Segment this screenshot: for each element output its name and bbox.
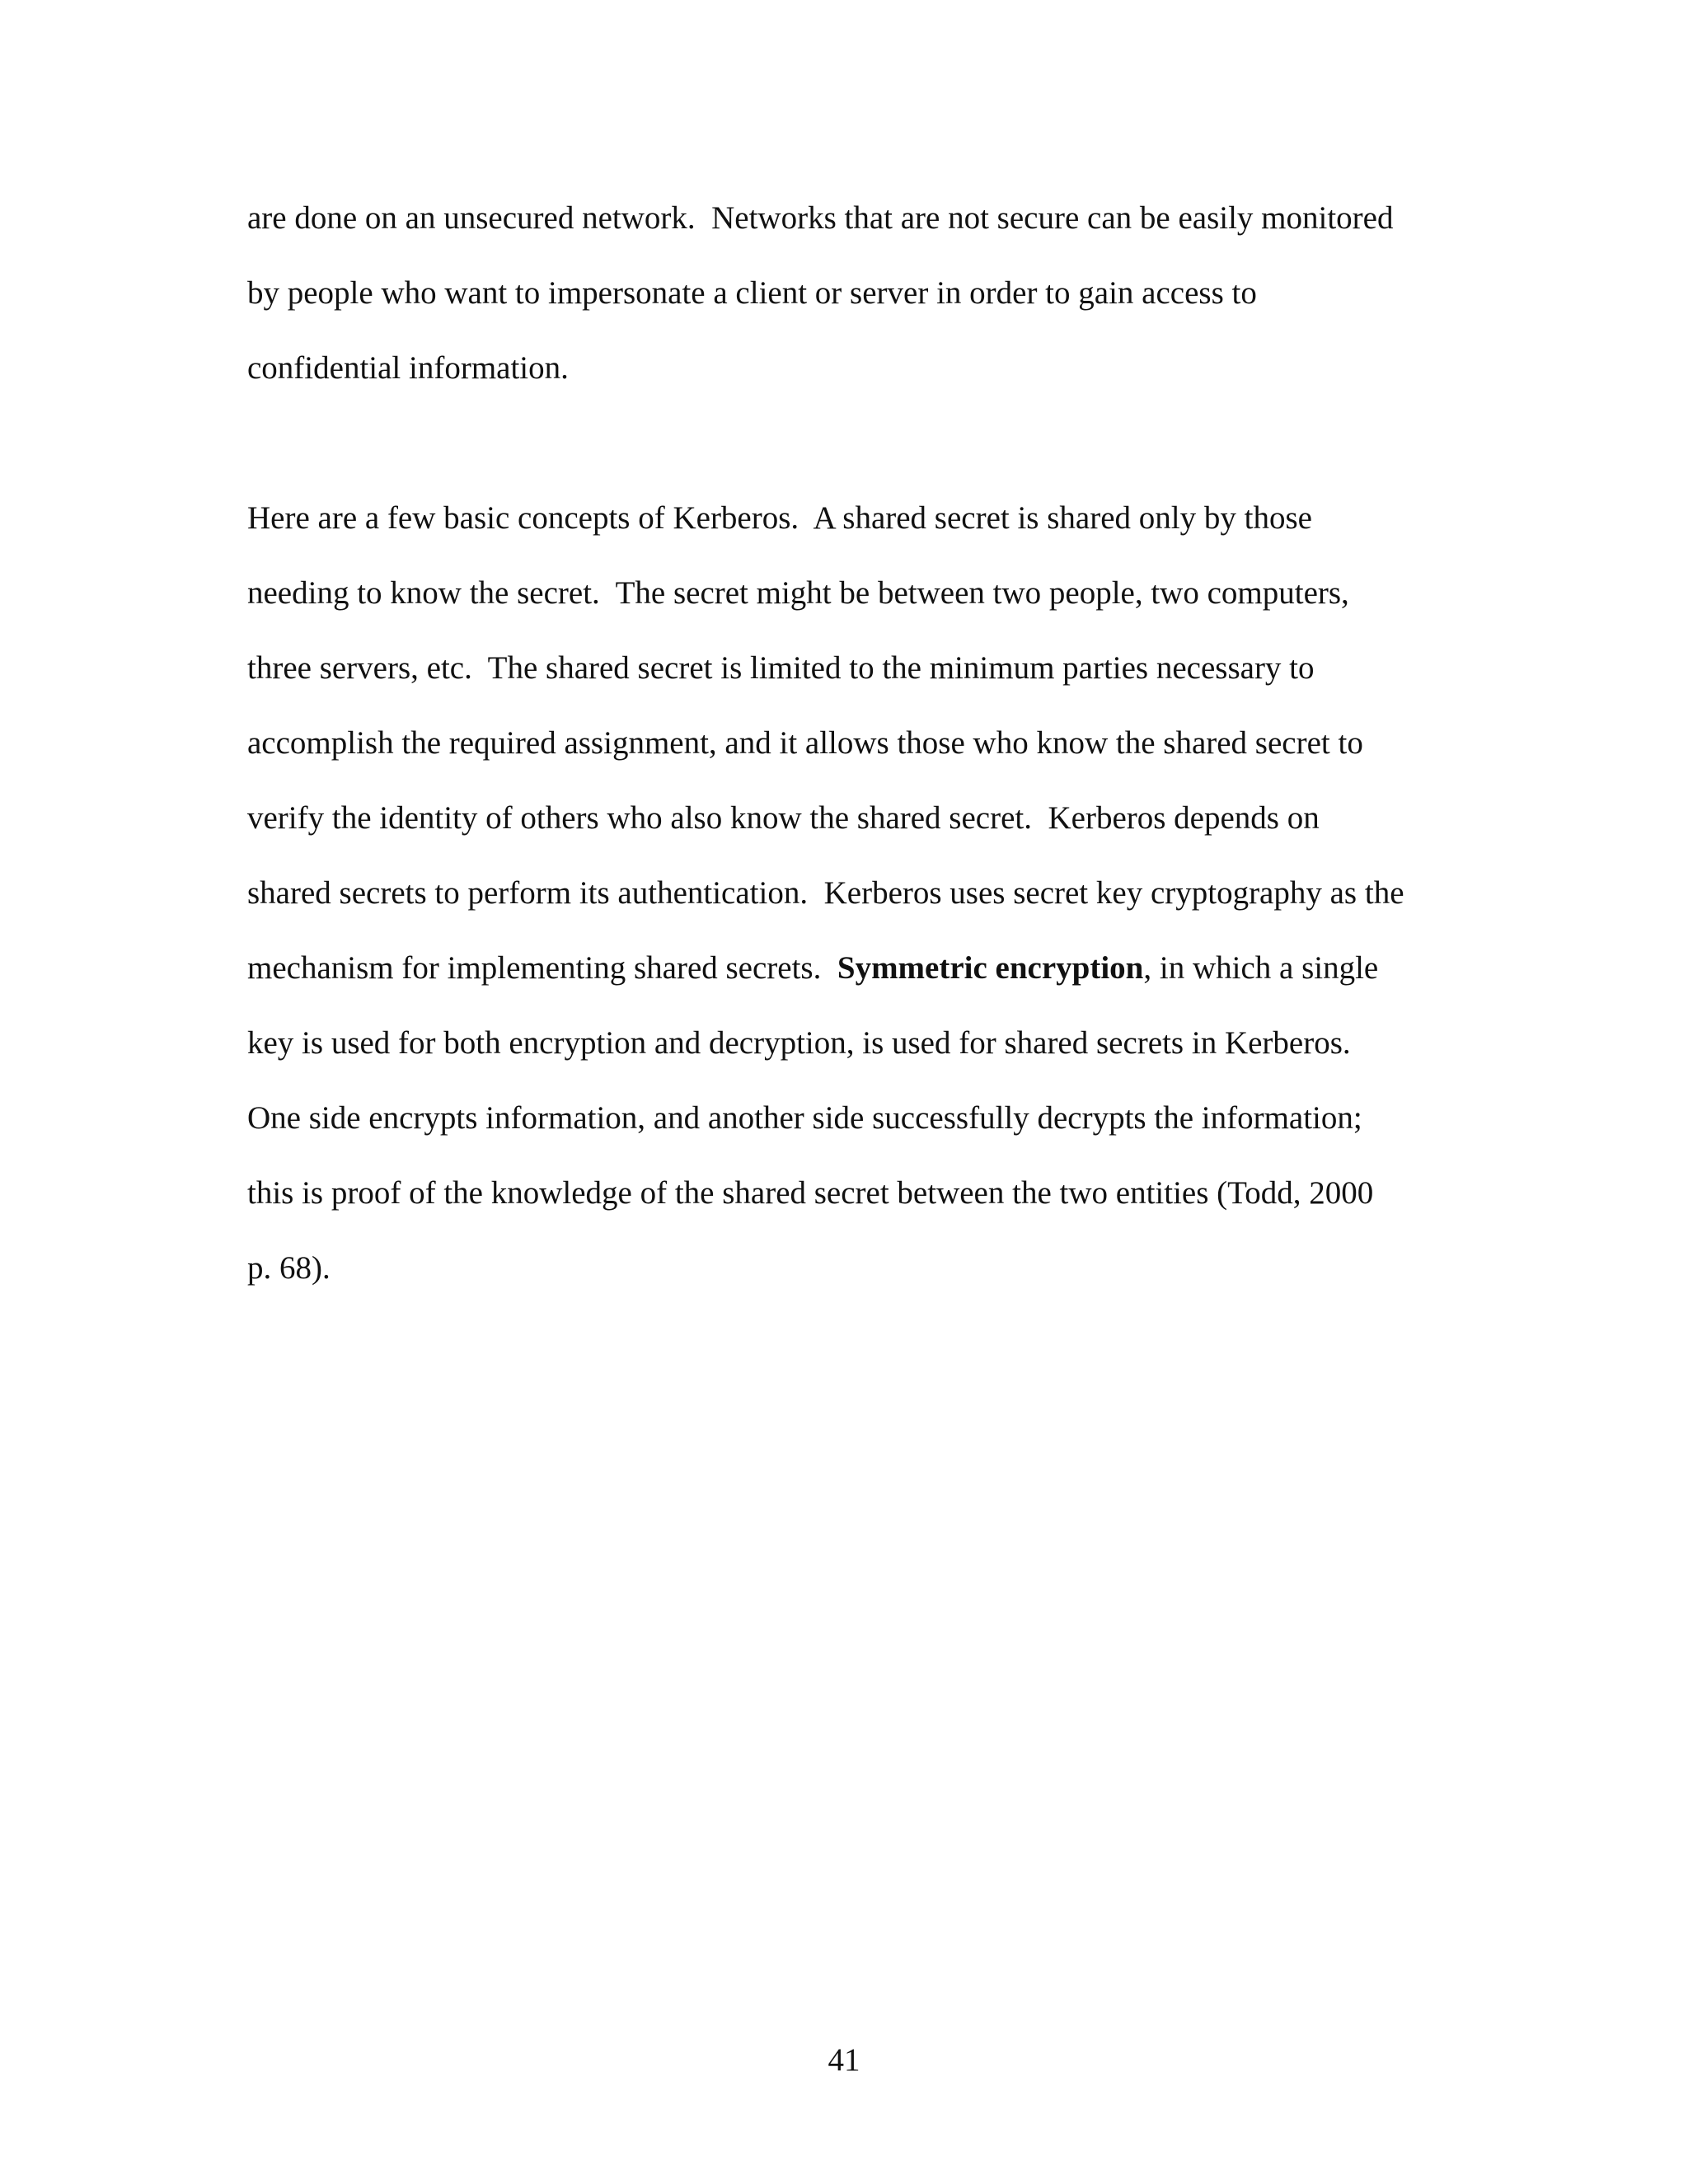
line-7-after: , in which a single xyxy=(1143,950,1379,986)
paragraph-2-line-9: One side encrypts information, and another side successfully decrypts the information; xyxy=(247,1100,1362,1136)
paragraph-1-line-1: are done on an unsecured network. Networks that are not secure can be easily monitored xyxy=(247,200,1394,236)
paragraph-2-line-8: key is used for both encryption and decryption, is used for shared secrets in Kerberos. xyxy=(247,1025,1351,1061)
paragraph-2-line-5: verify the identity of others who also know the shared secret. Kerberos depends on xyxy=(247,800,1320,836)
paragraph-2-line-3: three servers, etc. The shared secret is limited to the minimum parties necessary to xyxy=(247,650,1315,686)
paragraph-2-line-10: this is proof of the knowledge of the shared secret between the two entities (Todd, 2000 xyxy=(247,1175,1374,1211)
symmetric-encryption-term: Symmetric encryption xyxy=(837,950,1144,986)
page-number: 41 xyxy=(828,2042,860,2078)
paragraph-2-line-7 xyxy=(247,948,1378,989)
line-7-before: mechanism for implementing shared secrets. xyxy=(247,950,837,986)
paragraph-2-line-4: accomplish the required assignment, and it allows those who know the shared secret to xyxy=(247,725,1363,761)
paragraph-2-line-11: p. 68). xyxy=(247,1250,331,1286)
paragraph-2-line-2: needing to know the secret. The secret might be between two people, two computers, xyxy=(247,575,1349,611)
paragraph-1-line-2: by people who want to impersonate a client or server in order to gain access to xyxy=(247,275,1257,311)
paragraph-1-line-3: confidential information. xyxy=(247,350,569,386)
paragraph-2-line-1: Here are a few basic concepts of Kerberos. A shared secret is shared only by those xyxy=(247,500,1312,536)
paragraph-2-line-6: shared secrets to perform its authentication. Kerberos uses secret key cryptography as the xyxy=(247,875,1404,911)
